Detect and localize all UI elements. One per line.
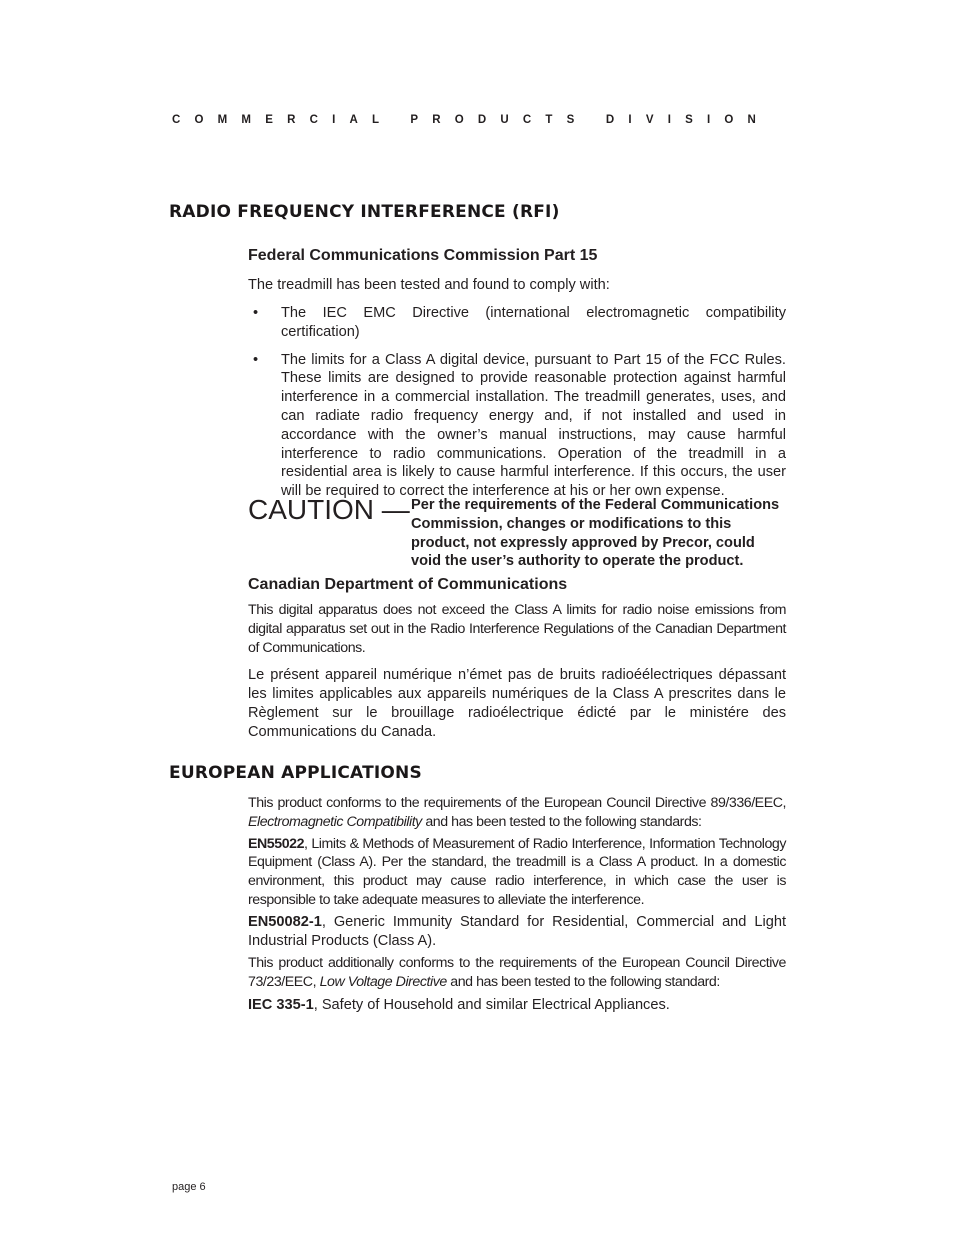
europe-emc-text: This product conforms to the requirements of the European Council Directive 89/336/EEC, [248, 795, 786, 811]
canada-french: Le présent appareil numérique n’émet pas de bruits radioéélectriques dépassant les limites applicables aux appareils numériques de la Class A prescrites dans le Règlement sur le brouillage radioélectrique édicté par le ministére des Communications du Canada. [248, 667, 786, 740]
europe-emc-text-end: and has been tested to the following standards: [421, 813, 702, 830]
europe-block [248, 794, 786, 1015]
canada-heading: Canadian Department of Communications [248, 576, 568, 593]
europe-lvd-text: This product additionally conforms to the requirements of the European Council Directive 73/23/EEC, [248, 955, 786, 991]
europe-lvd-text-end: and has been tested to the following standard: [446, 974, 720, 991]
en55022-paragraph [248, 835, 786, 910]
rfi-section-title: RADIO FREQUENCY INTERFERENCE (RFI) [169, 202, 560, 222]
fcc-heading: Federal Communications Commission Part 15 [248, 247, 598, 264]
iec-paragraph [248, 996, 786, 1015]
iec-text: , Safety of Household and similar Electrical Appliances. [313, 996, 670, 1013]
caution-label: CAUTION — [248, 494, 410, 525]
europe-lvd-directive-name: Low Voltage Directive [319, 974, 447, 991]
canada-english: This digital apparatus does not exceed the Class A limits for radio noise emissions from digital apparatus set out in the Radio Interference Regulations of the Canadian Department of Communications. [248, 602, 786, 656]
fcc-compliance-list [248, 304, 786, 501]
iec-label: IEC 335-1 [248, 996, 314, 1013]
canada-block [248, 601, 786, 742]
europe-emc-directive-name: Electromagnetic Compatibility [248, 813, 422, 830]
bullet-text-class-a: The limits for a Class A digital device, pursuant to Part 15 of the FCC Rules. These limits are designed to provide reasonable protection against harmful interference in a commercial installation. The treadmill generates, uses, and can radiate radio frequency energy and, if not installed and used in accordance with the owner’s manual instructions, may cause harmful interference to radio communications. Operation of the treadmill in a residential area is likely to cause harmful interference. If this occurs, the user will be required to correct the interference at his or her own expense. [281, 351, 786, 500]
page-number: page 6 [172, 1181, 206, 1193]
list-item [248, 304, 786, 342]
bullet-icon: • [253, 305, 259, 321]
list-item [248, 351, 786, 501]
caution-text: Per the requirements of the Federal Communications Commission, changes or modifications to this product, not expressly approved by Precor, could void the user’s authority to operate the product. [411, 497, 780, 570]
running-header: COMMERCIAL PRODUCTS DIVISION [172, 114, 771, 126]
bullet-text-iec: The IEC EMC Directive (international electromagnetic compatibility certification) [281, 305, 786, 340]
bullet-icon: • [253, 351, 259, 368]
en50082-text: , Generic Immunity Standard for Residential, Commercial and Light Industrial Products (Class A). [248, 913, 786, 949]
en50082-paragraph [248, 913, 786, 951]
en55022-label: EN55022 [248, 835, 305, 852]
fcc-intro: The treadmill has been tested and found to comply with: [248, 277, 610, 293]
en50082-label: EN50082-1 [248, 913, 322, 930]
europe-lvd-paragraph [248, 954, 786, 992]
en55022-text: , Limits & Methods of Measurement of Radio Interference, Information Technology Equipment (Class A). Per the standard, the treadmill is a Class A product. In a domestic environment, this product may cause radio interference, in which case the user is responsible to take adequate measures to alleviate the interference. [248, 835, 786, 908]
europe-emc-paragraph [248, 794, 786, 832]
europe-section-title: EUROPEAN APPLICATIONS [169, 763, 422, 783]
fcc-intro-block [248, 276, 786, 295]
